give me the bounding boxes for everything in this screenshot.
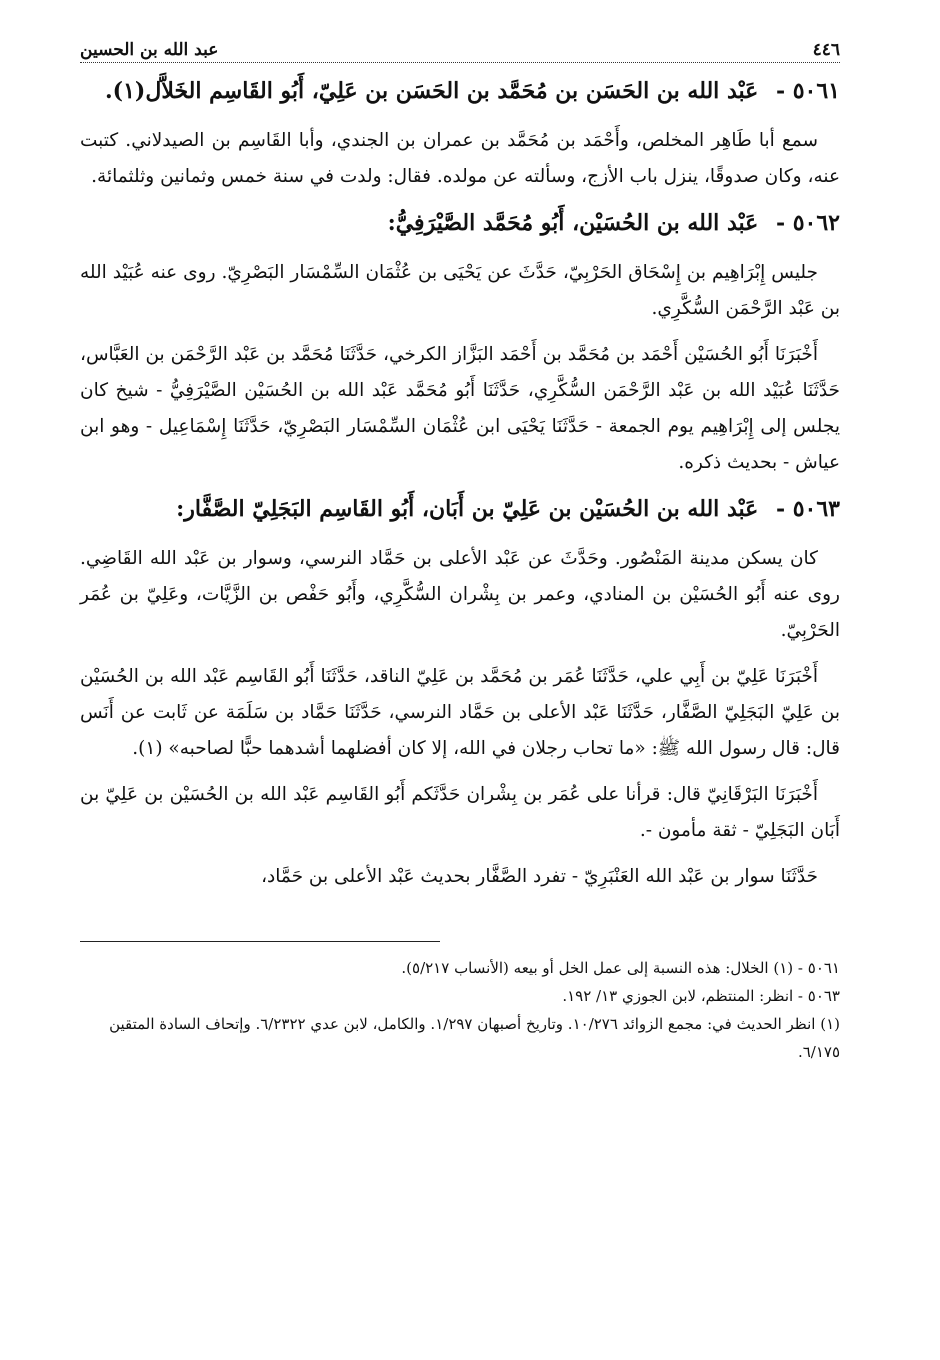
entry-paragraph: سمع أبا طَاهِر المخلص، وأَحْمَد بن مُحَمَّد بن عمران بن الجندي، وأبا القَاسِم بن الصيدلاني. كتبت عنه، وكان صدوقًا، ينزل باب الأزج، وسألته عن مولده. فقال: ولدت في سنة خمس وثمانين وثلثمائة. bbox=[80, 130, 840, 187]
entry-paragraph: أَخْبَرَنَا عَلِيّ بن أَبِي علي، حَدَّثَنَا عُمَر بن مُحَمَّد بن عَلِيّ الناقد، حَدَّثَنَا أَبُو القَاسِم عَبْد الله بن الحُسَيْن بن عَلِيّ البَجَلِيّ الصَّفَّار، حَدَّثَنَا عَبْد الأعلى بن حَمَّاد النرسي، حَدَّثَنَا حَمَّاد بن سَلَمَة عن ثَابت عن أَنَس قال: قال رسول الله ﷺ: «ما تحاب رجلان في الله، إلا كان أفضلهما أشدهما حبًّا لصاحبه» (١). bbox=[80, 666, 840, 759]
entry-paragraph: كان يسكن مدينة المَنْصُور. وحَدَّثَ عن عَبْد الأعلى بن حَمَّاد النرسي، وسوار بن عَبْد الله القَاضِي. روى عنه أَبُو الحُسَيْن بن المنادي، وعمر بن بِشْران السُّكَّرِي، وأَبُو حَفْص بن الزَّيَّات، وعَلِيّ بن عُمَر الحَرْبِيّ. bbox=[80, 548, 840, 641]
footnotes bbox=[80, 954, 840, 1066]
entry-number: ٥٠٦٢ - bbox=[775, 210, 840, 236]
footnote: ٥٠٦٣ - انظر: المنتظم، لابن الجوزي ١٣/ ١٩٢. bbox=[562, 987, 840, 1005]
entry-paragraph: أَخْبَرَنَا البَرْقَانِيّ قال: قرأنا على عُمَر بن بِشْران حَدَّثَكم أَبُو القَاسِم عَبْد الله بن الحُسَيْن بن عَلِيّ بن أَبَان البَجَلِيّ - ثقة مأمون -. bbox=[80, 784, 840, 841]
entry-number: ٥٠٦٣ - bbox=[775, 496, 840, 522]
page-number: ٤٤٦ bbox=[812, 40, 840, 60]
footnote: (١) انظر الحديث في: مجمع الزوائد ١٠/٢٧٦. وتاريخ أصبهان ١/٢٩٧. والكامل، لابن عدي ٦/٢٣٢٢. وإتحاف السادة المتقين ٦/١٧٥. bbox=[109, 1015, 840, 1061]
entry-title bbox=[80, 487, 840, 531]
entry-paragraph: جليس إِبْرَاهِيم بن إِسْحَاق الحَرْبِيّ، حَدَّثَ عن يَحْيَى بن عُثْمَان السِّمْسَار البَصْرِيّ. روى عنه عُبَيْد الله بن عَبْد الرَّحْمَن السُّكَّرِي. bbox=[80, 262, 840, 319]
entry-paragraph: أَخْبَرَنَا أَبُو الحُسَيْن أَحْمَد بن مُحَمَّد بن أَحْمَد البَزَّاز الكرخي، حَدَّثَنَا مُحَمَّد بن عَبْد الرَّحْمَن بن العَبَّاس، حَدَّثَنَا عُبَيْد الله بن عَبْد الرَّحْمَن السُّكَّرِي، حَدَّثَنَا أَبُو مُحَمَّد عَبْد الله بن الحُسَيْن الصَّيْرَفِيُّ - شيخ كان يجلس إلى إِبْرَاهِيم يوم الجمعة - حَدَّثَنَا يَحْيَى ابن عُثْمَان السِّمْسَار البَصْرِيّ، حَدَّثَنَا إِسْمَاعِيل - وهو ابن عياش - بحديث ذكره. bbox=[80, 344, 840, 473]
entry-title bbox=[80, 69, 840, 113]
entry-heading: عَبْد الله بن الحَسَن بن مُحَمَّد بن الحَسَن بن عَلِيّ، أَبُو القَاسِم الخَلاَّل(١). bbox=[105, 78, 759, 104]
entry-number: ٥٠٦١ - bbox=[775, 78, 840, 104]
footnote: ٥٠٦١ - (١) الخلال: هذه النسبة إلى عمل الخل أو بيعه (الأنساب ٥/٢١٧). bbox=[401, 959, 840, 977]
running-title: عبد الله بن الحسين bbox=[80, 40, 219, 60]
entry-title bbox=[80, 201, 840, 245]
footnote-divider bbox=[80, 941, 440, 942]
entry-heading: عَبْد الله بن الحُسَيْن بن عَلِيّ بن أَبَان، أَبُو القَاسِم البَجَلِيّ الصَّفَّار: bbox=[176, 496, 759, 522]
entry-paragraph: حَدَّثَنَا سوار بن عَبْد الله العَنْبَرِيّ - تفرد الصَّفَّار بحديث عَبْد الأعلى بن حَمَّاد، bbox=[261, 866, 818, 887]
page-header bbox=[80, 30, 840, 63]
entry-heading: عَبْد الله بن الحُسَيْن، أَبُو مُحَمَّد الصَّيْرَفِيُّ: bbox=[387, 210, 759, 236]
